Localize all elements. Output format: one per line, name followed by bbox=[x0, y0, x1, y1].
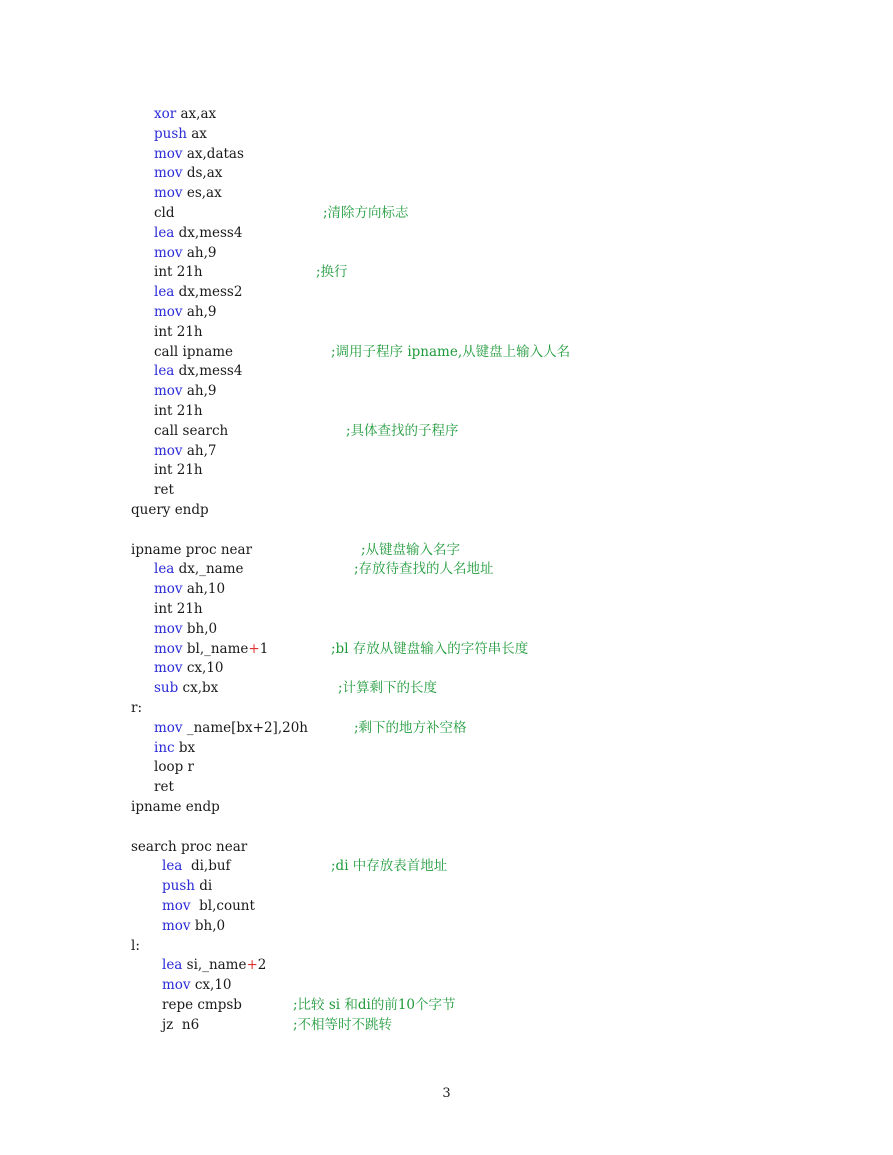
instruction bbox=[131, 501, 209, 521]
instruction bbox=[162, 1016, 199, 1036]
operands: int 21h bbox=[154, 403, 203, 419]
code-line bbox=[0, 956, 893, 976]
code-line bbox=[0, 897, 893, 917]
code-line bbox=[0, 580, 893, 600]
code-line bbox=[0, 739, 893, 759]
code-line bbox=[0, 679, 893, 699]
operands: dx,mess4 bbox=[174, 224, 243, 241]
operands: bl,_name bbox=[182, 640, 249, 657]
operands: dx,mess4 bbox=[174, 363, 243, 380]
instruction bbox=[154, 244, 216, 264]
instruction bbox=[154, 659, 224, 679]
mnemonic-keyword: push bbox=[162, 878, 195, 895]
instruction bbox=[154, 402, 203, 422]
code-comment: ;计算剩下的长度 bbox=[338, 680, 438, 697]
operand-offset: 1 bbox=[259, 640, 269, 657]
code-comment: ;存放待查找的人名地址 bbox=[354, 561, 494, 578]
instruction bbox=[154, 422, 228, 442]
code-line bbox=[0, 541, 893, 561]
code-comment: ;具体查找的子程序 bbox=[346, 422, 459, 439]
code-line bbox=[0, 659, 893, 679]
instruction bbox=[154, 778, 174, 798]
mnemonic-keyword: mov bbox=[154, 244, 183, 261]
code-comment: ;bl 存放从键盘输入的字符串长度 bbox=[331, 640, 529, 657]
code-line bbox=[0, 461, 893, 481]
code-line bbox=[0, 976, 893, 996]
instruction bbox=[154, 442, 216, 462]
operands: ah,10 bbox=[182, 581, 226, 598]
instruction bbox=[154, 739, 195, 759]
operands: _name[bx+2],20h bbox=[182, 719, 308, 736]
operands: ah,7 bbox=[182, 442, 217, 459]
operands: ah,9 bbox=[182, 304, 217, 320]
code-line bbox=[0, 382, 893, 402]
operands: ds,ax bbox=[182, 165, 223, 182]
code-line bbox=[0, 996, 893, 1016]
operands: ipname proc near bbox=[131, 541, 253, 558]
instruction bbox=[154, 145, 244, 165]
instruction bbox=[154, 164, 222, 184]
code-line bbox=[0, 145, 893, 165]
operands: call ipname bbox=[154, 343, 234, 360]
instruction bbox=[131, 937, 140, 957]
code-line bbox=[0, 323, 893, 343]
code-comment: ;从键盘输入名字 bbox=[361, 541, 461, 558]
operands: bh,0 bbox=[182, 620, 218, 637]
instruction bbox=[131, 798, 220, 818]
instruction bbox=[162, 897, 255, 917]
mnemonic-keyword: xor bbox=[154, 106, 177, 122]
instruction bbox=[154, 323, 203, 343]
mnemonic-keyword: mov bbox=[154, 165, 183, 182]
code-comment: ;清除方向标志 bbox=[323, 205, 409, 221]
mnemonic-keyword: mov bbox=[154, 145, 183, 162]
operands: cx,bx bbox=[178, 680, 219, 697]
code-line bbox=[0, 857, 893, 877]
operands: l: bbox=[131, 937, 140, 954]
instruction bbox=[154, 343, 233, 363]
operands: int 21h bbox=[154, 462, 203, 479]
operands: di bbox=[194, 878, 213, 895]
code-line bbox=[0, 105, 893, 125]
instruction bbox=[154, 758, 194, 778]
code-line bbox=[0, 640, 893, 660]
mnemonic-keyword: mov bbox=[154, 640, 183, 657]
operands: jz n6 bbox=[162, 1016, 200, 1033]
code-line bbox=[0, 620, 893, 640]
mnemonic-keyword: lea bbox=[154, 363, 175, 380]
instruction bbox=[154, 580, 225, 600]
plus-operator: + bbox=[246, 957, 258, 974]
code-line bbox=[0, 917, 893, 937]
instruction bbox=[131, 838, 247, 858]
code-line bbox=[0, 184, 893, 204]
code-comment: ;剩下的地方补空格 bbox=[354, 719, 467, 736]
mnemonic-keyword: mov bbox=[154, 383, 183, 400]
mnemonic-keyword: lea bbox=[162, 858, 183, 875]
instruction bbox=[162, 857, 231, 877]
instruction bbox=[154, 719, 308, 739]
mnemonic-keyword: lea bbox=[154, 224, 175, 241]
instruction bbox=[154, 461, 203, 481]
mnemonic-keyword: mov bbox=[162, 977, 191, 994]
code-line bbox=[0, 521, 893, 541]
operands: ax,ax bbox=[176, 106, 217, 122]
mnemonic-keyword: inc bbox=[154, 739, 175, 756]
mnemonic-keyword: mov bbox=[154, 304, 183, 320]
operands: ret bbox=[154, 779, 174, 796]
code-line bbox=[0, 719, 893, 739]
operands: int 21h bbox=[154, 601, 203, 617]
code-line bbox=[0, 600, 893, 620]
operands: ax bbox=[186, 125, 207, 142]
code-line bbox=[0, 560, 893, 580]
instruction bbox=[162, 976, 232, 996]
instruction bbox=[154, 125, 207, 145]
operands: cx,10 bbox=[190, 977, 232, 994]
code-line bbox=[0, 778, 893, 798]
operands: cld bbox=[154, 205, 175, 221]
mnemonic-keyword: lea bbox=[162, 957, 183, 974]
instruction bbox=[154, 481, 174, 501]
operands: cx,10 bbox=[182, 660, 224, 677]
code-line bbox=[0, 263, 893, 283]
mnemonic-keyword: lea bbox=[154, 561, 175, 578]
mnemonic-keyword: push bbox=[154, 125, 187, 142]
code-line bbox=[0, 164, 893, 184]
instruction bbox=[154, 204, 175, 224]
code-line bbox=[0, 798, 893, 818]
mnemonic-keyword: mov bbox=[162, 898, 191, 914]
code-line bbox=[0, 818, 893, 838]
instruction bbox=[162, 877, 212, 897]
code-line bbox=[0, 303, 893, 323]
mnemonic-keyword: mov bbox=[154, 660, 183, 677]
operands: bl,count bbox=[190, 898, 255, 914]
code-line bbox=[0, 125, 893, 145]
code-line bbox=[0, 838, 893, 858]
instruction bbox=[154, 679, 218, 699]
operands: int 21h bbox=[154, 264, 203, 281]
operands: dx,mess2 bbox=[174, 284, 243, 301]
code-line bbox=[0, 244, 893, 264]
instruction bbox=[154, 382, 216, 402]
code-line bbox=[0, 204, 893, 224]
instruction bbox=[154, 600, 203, 620]
mnemonic-keyword: mov bbox=[154, 185, 183, 202]
code-line bbox=[0, 481, 893, 501]
instruction bbox=[131, 541, 252, 561]
page-number: 3 bbox=[442, 1086, 451, 1101]
code-line bbox=[0, 422, 893, 442]
instruction bbox=[162, 956, 266, 976]
instruction bbox=[154, 184, 222, 204]
operands: ax,datas bbox=[182, 145, 244, 162]
instruction bbox=[154, 620, 217, 640]
instruction bbox=[154, 560, 243, 580]
operand-offset: 2 bbox=[257, 957, 267, 974]
code-line bbox=[0, 877, 893, 897]
instruction bbox=[162, 917, 225, 937]
operands: ret bbox=[154, 482, 174, 499]
code-line bbox=[0, 343, 893, 363]
operands: call search bbox=[154, 422, 229, 439]
mnemonic-keyword: sub bbox=[154, 680, 179, 697]
operands: bh,0 bbox=[190, 917, 226, 934]
instruction bbox=[154, 283, 242, 303]
operands: query endp bbox=[131, 502, 209, 518]
instruction bbox=[154, 105, 216, 125]
mnemonic-keyword: mov bbox=[154, 581, 183, 598]
mnemonic-keyword: mov bbox=[154, 620, 183, 637]
code-line bbox=[0, 501, 893, 521]
operands: r: bbox=[131, 700, 143, 716]
operands: dx,_name bbox=[174, 561, 244, 578]
code-line bbox=[0, 362, 893, 382]
code-line bbox=[0, 224, 893, 244]
mnemonic-keyword: mov bbox=[162, 917, 191, 934]
operands: bx bbox=[174, 739, 196, 756]
instruction bbox=[162, 996, 242, 1016]
code-comment: ;di 中存放表首地址 bbox=[331, 858, 448, 875]
code-comment: ;换行 bbox=[316, 264, 348, 281]
mnemonic-keyword: mov bbox=[154, 442, 183, 459]
operands: search proc near bbox=[131, 838, 248, 855]
operands: repe cmpsb bbox=[162, 997, 242, 1013]
instruction bbox=[154, 224, 242, 244]
code-line bbox=[0, 442, 893, 462]
operands: int 21h bbox=[154, 323, 203, 340]
instruction bbox=[131, 699, 142, 719]
plus-operator: + bbox=[248, 640, 260, 657]
instruction bbox=[154, 640, 268, 660]
code-comment: ;不相等时不跳转 bbox=[293, 1016, 393, 1033]
instruction bbox=[154, 362, 242, 382]
code-comment: ;调用子程序 ipname,从键盘上输入人名 bbox=[331, 343, 571, 360]
operands: loop r bbox=[154, 759, 194, 776]
code-line bbox=[0, 283, 893, 303]
code-line bbox=[0, 758, 893, 778]
operands: ah,9 bbox=[182, 244, 217, 261]
code-comment: ;比较 si 和di的前10个字节 bbox=[293, 997, 456, 1013]
instruction bbox=[154, 263, 203, 283]
operands: si,_name bbox=[182, 957, 247, 974]
operands: ipname endp bbox=[131, 799, 220, 815]
mnemonic-keyword: lea bbox=[154, 284, 175, 301]
code-line bbox=[0, 1016, 893, 1036]
code-line bbox=[0, 402, 893, 422]
operands: di,buf bbox=[182, 858, 231, 875]
instruction bbox=[154, 303, 216, 323]
operands: ah,9 bbox=[182, 383, 217, 400]
mnemonic-keyword: mov bbox=[154, 719, 183, 736]
code-line bbox=[0, 937, 893, 957]
code-line bbox=[0, 699, 893, 719]
operands: es,ax bbox=[182, 185, 222, 202]
